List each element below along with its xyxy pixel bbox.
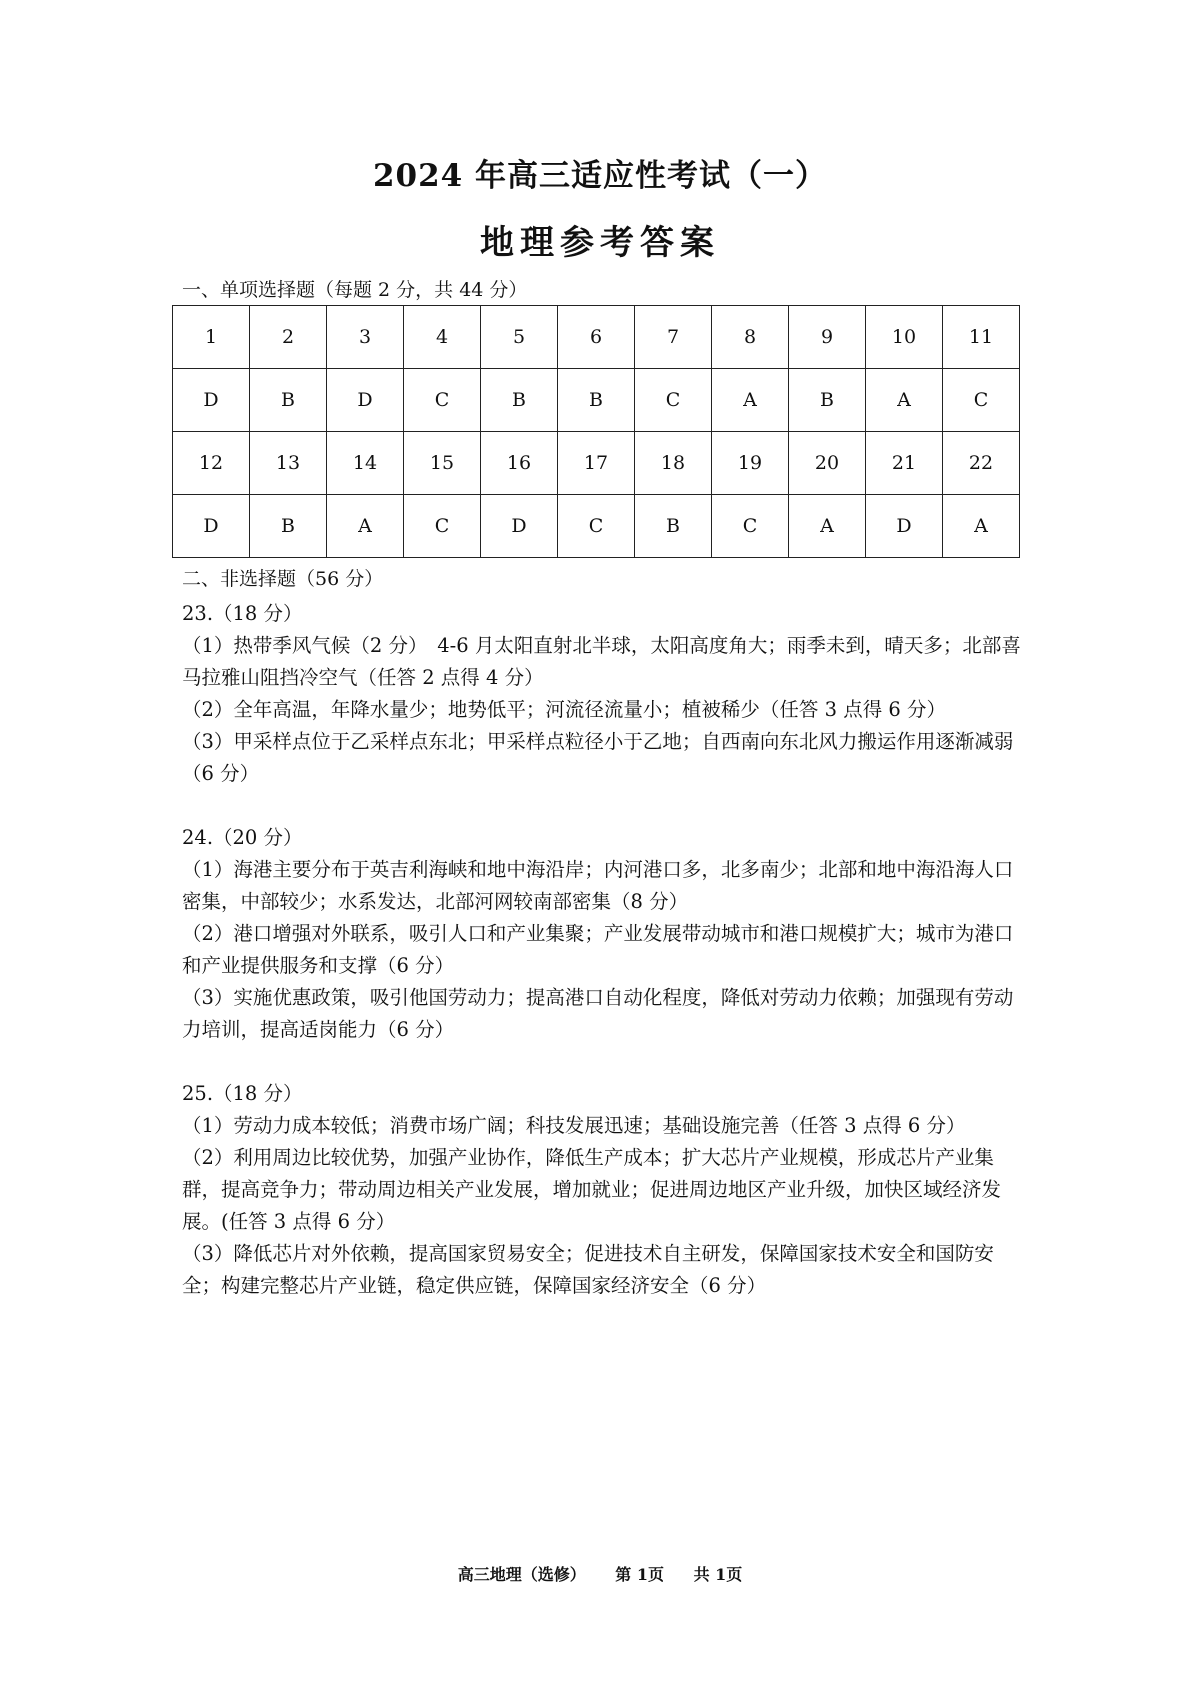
question-24 [182,822,1022,1046]
answer-key-cell: B [481,369,558,432]
question-number-cell: 5 [481,306,558,369]
question-number-cell: 20 [789,432,866,495]
answer-item: （1）海港主要分布于英吉利海峡和地中海沿岸；内河港口多，北多南少；北部和地中海沿海人口密集，中部较少；水系发达，北部河网较南部密集（8 分） [182,858,1014,913]
answer-key-cell: B [789,369,866,432]
question-number-cell: 3 [327,306,404,369]
answer-key-cell: C [404,495,481,558]
question-number-cell: 21 [866,432,943,495]
question-number-cell: 8 [712,306,789,369]
answer-key-cell: D [866,495,943,558]
answer-item: （3）实施优惠政策，吸引他国劳动力；提高港口自动化程度，降低对劳动力依赖；加强现有劳动力培训，提高适岗能力（6 分） [182,986,1014,1041]
question-number-cell: 6 [558,306,635,369]
question-heading: 23.（18 分） [182,602,303,625]
answer-key-cell: A [789,495,866,558]
question-number-cell: 15 [404,432,481,495]
footer-total-pages: 共 1页 [693,1565,743,1584]
answer-key-cell: B [558,369,635,432]
answer-key-row [173,369,1020,432]
question-25 [182,1078,1022,1302]
answer-key-cell: D [173,495,250,558]
answer-item: （2）全年高温，年降水量少；地势低平；河流径流量小；植被稀少（任答 3 点得 6 分） [182,698,947,721]
answer-key-cell: C [558,495,635,558]
answer-key-cell: A [866,369,943,432]
section2-heading: 二、非选择题（56 分） [182,568,384,590]
question-number-cell: 10 [866,306,943,369]
question-heading: 24.（20 分） [182,826,303,849]
answer-key-cell: C [404,369,481,432]
question-number-cell: 13 [250,432,327,495]
answer-key-cell: D [173,369,250,432]
answer-item: （3）降低芯片对外依赖，提高国家贸易安全；促进技术自主研发，保障国家技术安全和国防安全；构建完整芯片产业链，稳定供应链，保障国家经济安全（6 分） [182,1242,994,1297]
question-number-cell: 12 [173,432,250,495]
question-number-cell: 7 [635,306,712,369]
answer-key-cell: C [943,369,1020,432]
question-number-cell: 1 [173,306,250,369]
question-number-row [173,432,1020,495]
open-questions [182,598,1022,1302]
answer-key-cell: C [635,369,712,432]
answer-key-cell: A [943,495,1020,558]
answer-item: （3）甲采样点位于乙采样点东北；甲采样点粒径小于乙地；自西南向东北风力搬运作用逐渐减弱（6 分） [182,730,1014,785]
question-number-cell: 18 [635,432,712,495]
question-heading: 25.（18 分） [182,1082,303,1105]
section1-heading: 一、单项选择题（每题 2 分，共 44 分） [182,279,528,301]
page-subtitle: 地理参考答案 [480,223,720,263]
answer-key-cell: B [250,495,327,558]
answer-item: （2）利用周边比较优势，加强产业协作，降低生产成本；扩大芯片产业规模，形成芯片产业集群，提高竞争力；带动周边相关产业发展，增加就业；促进周边地区产业升级，加快区域经济发展。(任答 3 点得 6 分） [182,1146,1002,1233]
footer-page-number: 第 1页 [615,1565,664,1584]
answer-item: （2）港口增强对外联系，吸引人口和产业集聚；产业发展带动城市和港口规模扩大；城市为港口和产业提供服务和支撑（6 分） [182,922,1014,977]
question-23 [182,598,1022,790]
answer-key-cell: B [635,495,712,558]
answer-key-cell: D [481,495,558,558]
answer-key-cell: B [250,369,327,432]
answer-table [172,305,1020,558]
answer-item: （1）劳动力成本较低；消费市场广阔；科技发展迅速；基础设施完善（任答 3 点得 6 分） [182,1114,966,1137]
question-number-cell: 2 [250,306,327,369]
answer-key-cell: A [327,495,404,558]
page-footer [0,1562,1200,1585]
answer-key-cell: A [712,369,789,432]
answer-key-cell: C [712,495,789,558]
question-number-cell: 9 [789,306,866,369]
answer-key-row [173,495,1020,558]
question-number-row [173,306,1020,369]
question-number-cell: 19 [712,432,789,495]
question-number-cell: 4 [404,306,481,369]
answer-item: （1）热带季风气候（2 分） 4-6 月太阳直射北半球，太阳高度角大；雨季未到，晴天多；北部喜马拉雅山阻挡冷空气（任答 2 点得 4 分） [182,634,1021,689]
footer-subject: 高三地理（选修） [457,1565,586,1584]
question-number-cell: 16 [481,432,558,495]
question-number-cell: 17 [558,432,635,495]
question-number-cell: 22 [943,432,1020,495]
answer-key-cell: D [327,369,404,432]
page-title: 2024 年高三适应性考试（一） [372,158,828,194]
question-number-cell: 11 [943,306,1020,369]
question-number-cell: 14 [327,432,404,495]
